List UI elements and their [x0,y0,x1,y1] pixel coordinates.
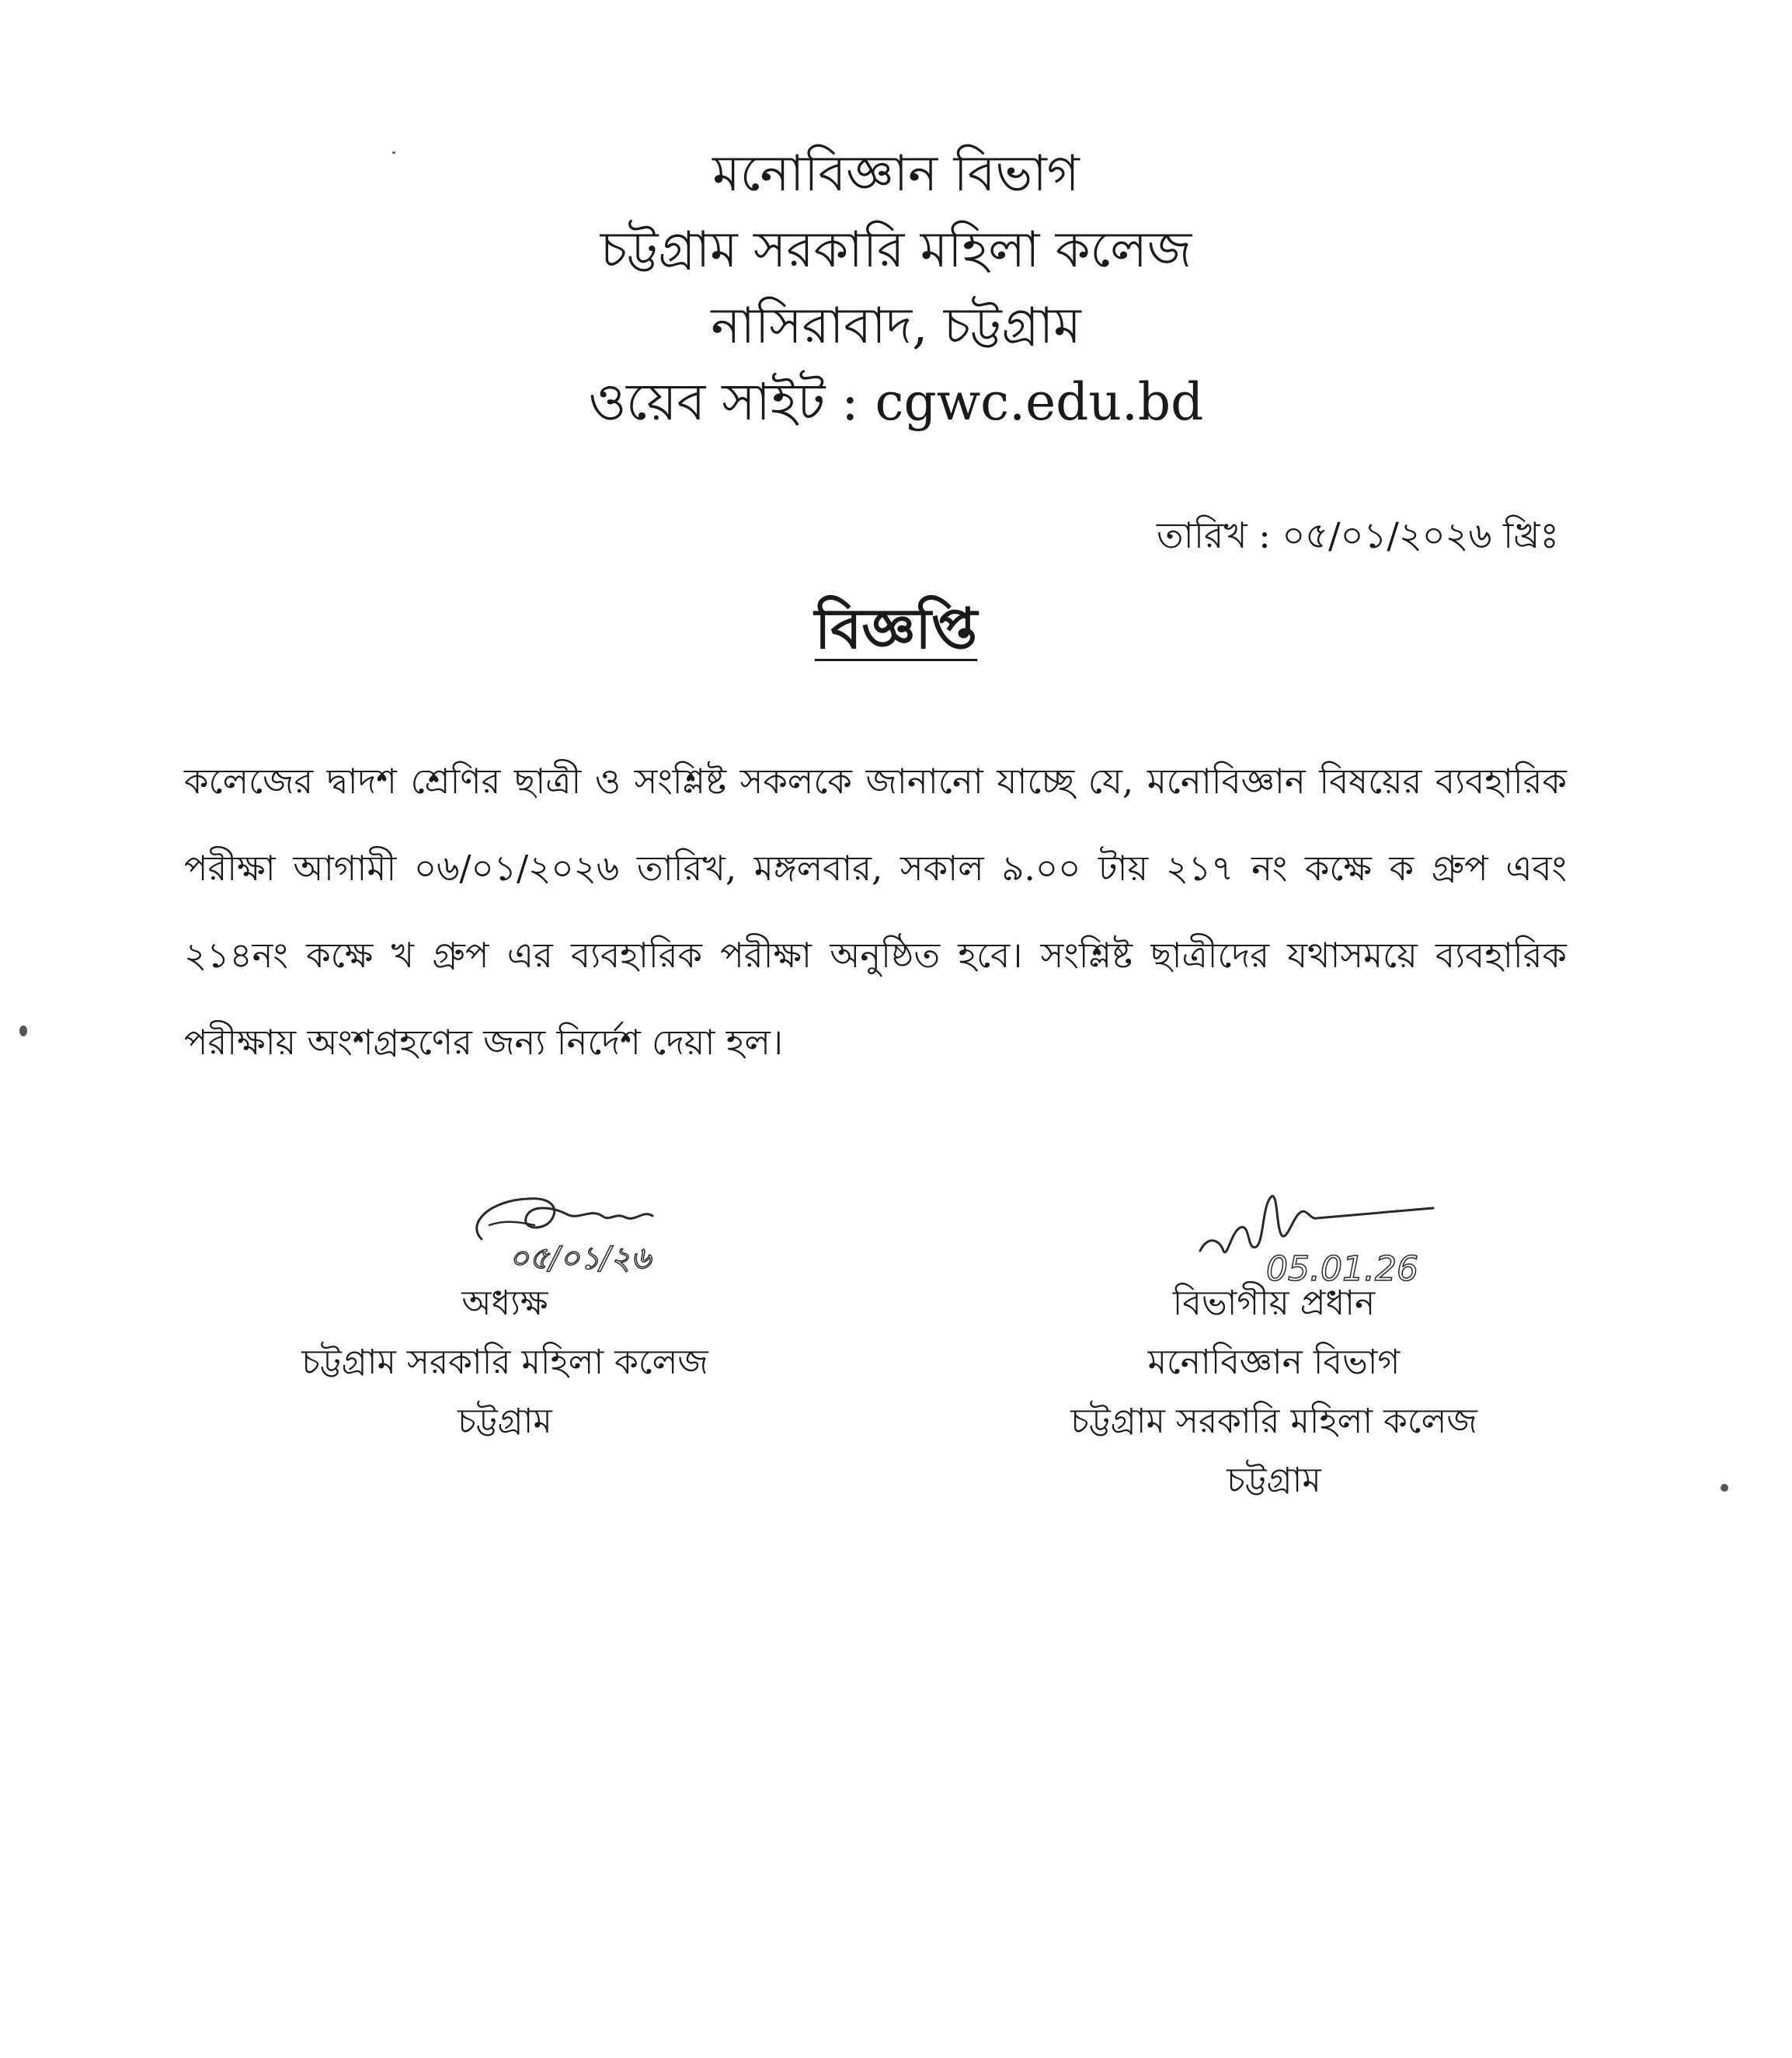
notice-title [0,587,1792,680]
scan-speck [1721,1484,1728,1492]
principal-title: অধ্যক্ষ [461,1283,548,1323]
hod-college: চট্টগ্রাম সরকারি মহিলা কলেজ [1070,1402,1477,1441]
notice-title-text: বিজ্ঞপ্তি [814,595,978,661]
principal-signature [435,1177,715,1289]
scan-speck [392,151,395,154]
principal-signature-block [233,1274,777,1451]
hod-signature-scribble [1185,1173,1480,1290]
department-name: মনোবিজ্ঞান বিভাগ [712,145,1080,203]
hod-city: চট্টগ্রাম [1227,1461,1321,1500]
hod-department: মনোবিজ্ঞান বিভাগ [1147,1342,1401,1382]
notice-body: কলেজের দ্বাদশ শ্রেণির ছাত্রী ও সংশ্লিষ্ট সকলকে জানানো যাচ্ছে যে, মনোবিজ্ঞান বিষয়ের ব্যবহারিক পরীক্ষা আগামী ০৬/০১/২০২৬ তারিখ, মঙ্গলবার, সকাল ৯.০০ টায় ২১৭ নং কক্ষে ক গ্রুপ এবং ২১৪নং কক্ষে খ গ্রুপ এর ব্যবহারিক পরীক্ষা অনুষ্ঠিত হবে। সংশ্লিষ্ট ছাত্রীদের যথাসময়ে ব্যবহারিক পরীক্ষায় অংশগ্রহণের জন্য নির্দেশ দেয়া হল। [184,761,1567,1063]
college-name: চট্টগ্রাম সরকারি মহিলা কলেজ [600,221,1192,279]
principal-college: চট্টগ্রাম সরকারি মহিলা কলেজ [301,1342,708,1382]
principal-city: চট্টগ্রাম [458,1402,552,1441]
college-website: ওয়েব সাইট : cgwc.edu.bd [588,372,1204,432]
scan-speck [19,1026,27,1036]
hod-title: বিভাগীয় প্রধান [1172,1283,1376,1323]
hod-signature-block [955,1274,1592,1510]
principal-signature-scribble [435,1177,715,1286]
principal-signature-date: ০৫/০১/২৬ [509,1241,651,1276]
letterhead [0,136,1792,441]
hod-signature-date: 05.01.26 [1266,1249,1418,1289]
college-address: নাসিরাবাদ, চট্টগ্রাম [711,298,1081,355]
notice-date: তারিখ : ০৫/০১/২০২৬ খ্রিঃ [1157,514,1559,556]
